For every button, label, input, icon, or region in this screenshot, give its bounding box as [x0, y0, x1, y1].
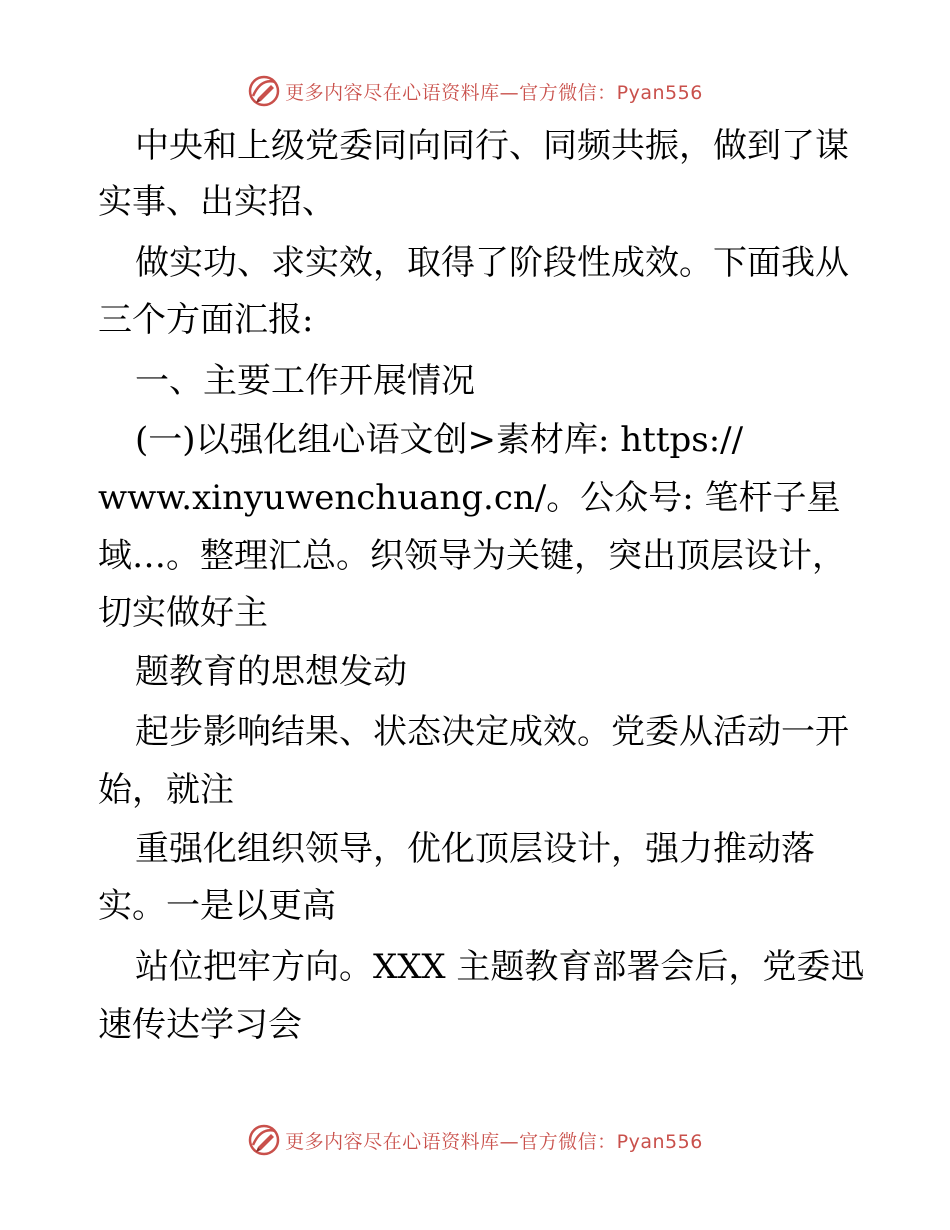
text-line: www.xinyuwenchuang.cn/。公众号: 笔杆子星: [98, 478, 841, 518]
text-line: 速传达学习会: [98, 1005, 302, 1045]
text-line: 实事、出实招、: [98, 182, 336, 222]
footer-banner: [0, 1120, 950, 1160]
text-line: 做实功、求实效，取得了阶段性成效。下面我从: [135, 243, 849, 283]
text-line: 中央和上级党委同向同行、同频共振，做到了谋: [135, 126, 849, 166]
text-line: 域…。整理汇总。织领导为关键，突出顶层设计，: [98, 536, 846, 576]
pen-logo-icon: [247, 74, 281, 108]
text-line: 始，就注: [98, 770, 234, 810]
text-line: 站位把牢方向。XXX 主题教育部署会后，党委迅: [135, 947, 865, 987]
section-heading: 一、主要工作开展情况: [135, 361, 475, 401]
text-line: 题教育的思想发动: [135, 652, 407, 692]
footer-banner-text: 更多内容尽在心语资料库—官方微信：Pyan556: [285, 1130, 703, 1153]
subsection-heading: (一)以强化组心语文创>素材库: https://: [135, 420, 744, 460]
text-line: 重强化组织领导，优化顶层设计，强力推动落: [135, 829, 815, 869]
header-banner: [0, 71, 950, 111]
text-line: 实。一是以更高: [98, 886, 336, 926]
pen-logo-icon: [247, 1123, 281, 1157]
text-line: 三个方面汇报:: [98, 300, 314, 340]
text-line: 起步影响结果、状态决定成效。党委从活动一开: [135, 712, 849, 752]
header-banner-text: 更多内容尽在心语资料库—官方微信：Pyan556: [285, 81, 703, 104]
text-line: 切实做好主: [98, 593, 268, 633]
